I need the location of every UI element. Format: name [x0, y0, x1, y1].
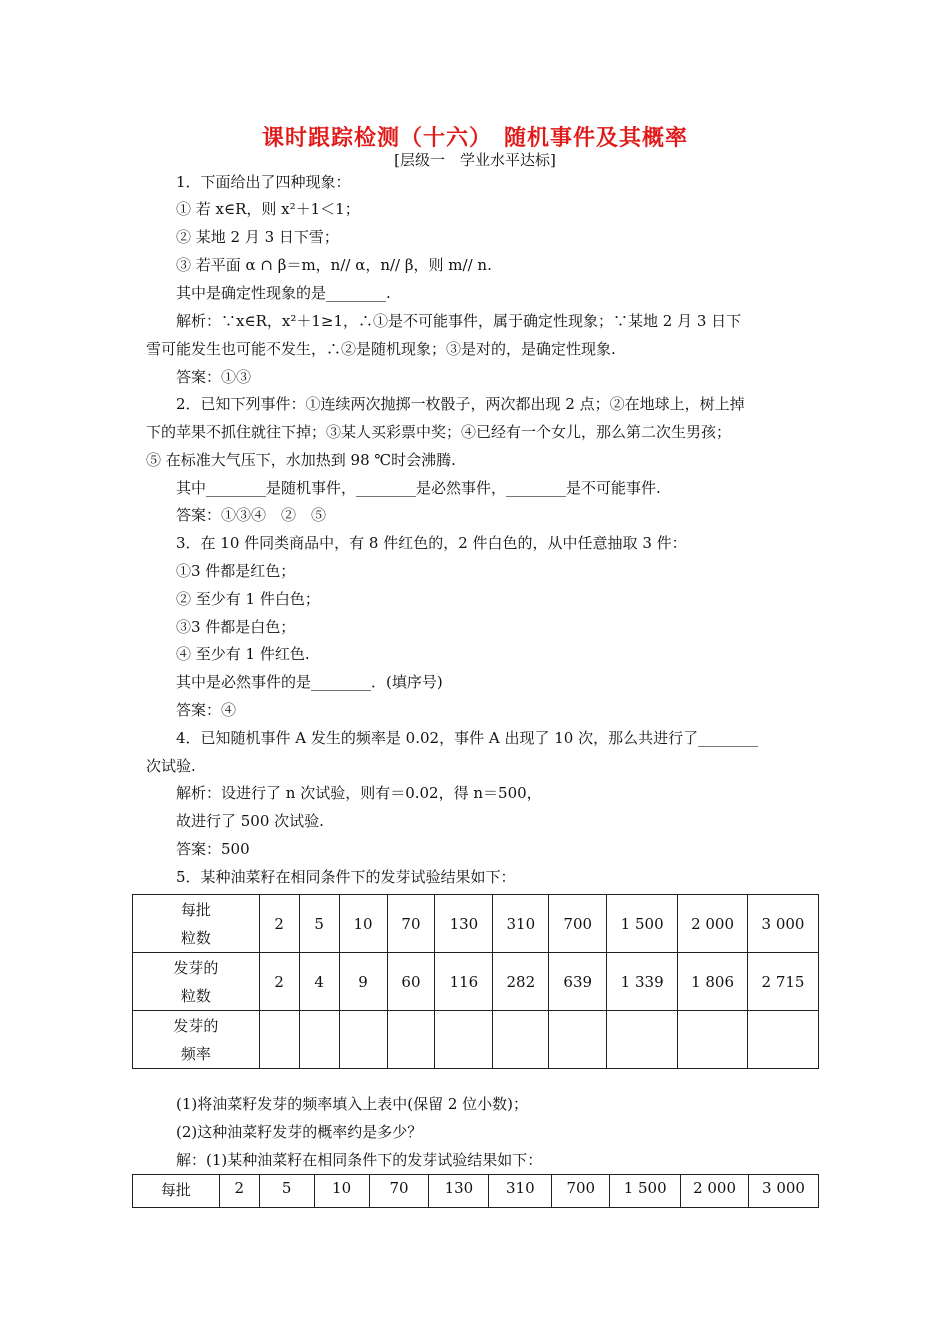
q2-stem: 2．已知下列事件：①连续两次抛掷一枚骰子，两次都出现 2 点；②在地球上，树上掉	[176, 395, 745, 413]
q3-item-2: ② 至少有 1 件白色；	[176, 590, 320, 608]
table-cell: 1 500	[607, 895, 678, 953]
table-cell: 9	[339, 953, 387, 1011]
q2-stem-cont2: ⑤ 在标准大气压下，水加热到 98 ℃时会沸腾.	[146, 451, 456, 469]
table-cell: 70	[369, 1175, 429, 1208]
q4-stem: 4．已知随机事件 A 发生的频率是 0.02，事件 A 出现了 10 次，那么共进行了________	[176, 729, 759, 747]
row-header: 发芽的 粒数	[133, 953, 260, 1011]
solution-table	[132, 1174, 819, 1208]
table-cell: 310	[489, 1175, 552, 1208]
page-title: 课时跟踪检测（十六） 随机事件及其概率	[261, 125, 688, 151]
table-cell	[678, 1011, 748, 1069]
table-row	[133, 1175, 819, 1208]
q4-analysis: 解析：设进行了 n 次试验，则有＝0.02，得 n＝500，	[176, 784, 542, 802]
table-cell: 310	[493, 895, 549, 953]
row-header: 每批	[133, 1175, 220, 1208]
table-cell	[493, 1011, 549, 1069]
table-cell: 130	[429, 1175, 489, 1208]
table-cell: 3 000	[748, 895, 819, 953]
q4-stem-cont: 次试验.	[146, 757, 196, 775]
table-cell	[259, 1011, 299, 1069]
table-cell: 282	[493, 953, 549, 1011]
q5-stem: 5．某种油菜籽在相同条件下的发芽试验结果如下：	[176, 868, 516, 886]
table-cell: 639	[549, 953, 607, 1011]
table-cell: 2 000	[678, 895, 748, 953]
table-cell: 130	[435, 895, 493, 953]
table-cell: 1 806	[678, 953, 748, 1011]
q2-question: 其中________是随机事件，________是必然事件，________是不可能事件.	[176, 479, 661, 497]
table-cell: 10	[314, 1175, 369, 1208]
table-cell	[435, 1011, 493, 1069]
q2-stem-cont: 下的苹果不抓住就往下掉；③某人买彩票中奖；④已经有一个女儿，那么第二次生男孩；	[146, 423, 732, 441]
table-cell: 2	[259, 953, 299, 1011]
table-cell: 3 000	[749, 1175, 819, 1208]
table-cell: 70	[387, 895, 435, 953]
table-cell: 2	[259, 895, 299, 953]
q3-stem: 3．在 10 件同类商品中，有 8 件红色的，2 件白色的，从中任意抽取 3 件：	[176, 534, 687, 552]
table-cell: 10	[339, 895, 387, 953]
q5-solution: 解：(1)某种油菜籽在相同条件下的发芽试验结果如下：	[176, 1151, 543, 1169]
q1-analysis: 解析：∵x∈R，x²＋1≥1，∴①是不可能事件，属于确定性现象；∵某地 2 月 3 日下	[176, 312, 742, 330]
row-header: 每批 粒数	[133, 895, 260, 953]
table-cell: 116	[435, 953, 493, 1011]
q1-item-1: ① 若 x∈R，则 x²＋1＜1；	[176, 200, 360, 218]
q4-answer: 答案：500	[176, 840, 250, 858]
table-cell	[607, 1011, 678, 1069]
table-cell: 5	[259, 1175, 314, 1208]
table-cell	[299, 1011, 339, 1069]
table-row	[133, 1011, 819, 1069]
q1-answer: 答案：①③	[176, 368, 252, 386]
q3-question: 其中是必然事件的是________．(填序号)	[176, 673, 443, 691]
q1-stem: 1．下面给出了四种现象：	[176, 173, 351, 191]
table-cell	[387, 1011, 435, 1069]
q3-item-4: ④ 至少有 1 件红色.	[176, 645, 310, 663]
q4-analysis-cont: 故进行了 500 次试验.	[176, 812, 324, 830]
table-cell: 2 000	[681, 1175, 749, 1208]
row-header: 发芽的 频率	[133, 1011, 260, 1069]
table-cell: 4	[299, 953, 339, 1011]
q3-answer: 答案：④	[176, 701, 237, 719]
table-cell: 700	[549, 895, 607, 953]
table-row	[133, 895, 819, 953]
table-cell: 2 715	[748, 953, 819, 1011]
section-subtitle: [层级一 学业水平达标]	[394, 151, 556, 169]
table-cell	[748, 1011, 819, 1069]
table-row	[133, 953, 819, 1011]
q1-analysis-cont: 雪可能发生也可能不发生，∴②是随机现象；③是对的，是确定性现象.	[146, 340, 616, 358]
q1-item-3: ③ 若平面 α ∩ β＝m，n// α，n// β，则 m// n.	[176, 256, 492, 274]
q1-item-2: ② 某地 2 月 3 日下雪；	[176, 228, 339, 246]
q3-item-1: ①3 件都是红色；	[176, 562, 296, 580]
table-cell: 60	[387, 953, 435, 1011]
q2-answer: 答案：①③④ ② ⑤	[176, 506, 327, 524]
table-cell: 700	[552, 1175, 610, 1208]
q5-part-2: (2)这种油菜籽发芽的概率约是多少？	[176, 1123, 423, 1141]
table-cell	[339, 1011, 387, 1069]
table-cell: 1 339	[607, 953, 678, 1011]
q1-question: 其中是确定性现象的是________.	[176, 284, 391, 302]
table-cell: 5	[299, 895, 339, 953]
table-cell: 2	[219, 1175, 259, 1208]
table-cell: 1 500	[610, 1175, 681, 1208]
germination-table	[132, 894, 819, 1069]
q5-part-1: (1)将油菜籽发芽的频率填入上表中(保留 2 位小数)；	[176, 1095, 529, 1113]
table-cell	[549, 1011, 607, 1069]
q3-item-3: ③3 件都是白色；	[176, 618, 296, 636]
